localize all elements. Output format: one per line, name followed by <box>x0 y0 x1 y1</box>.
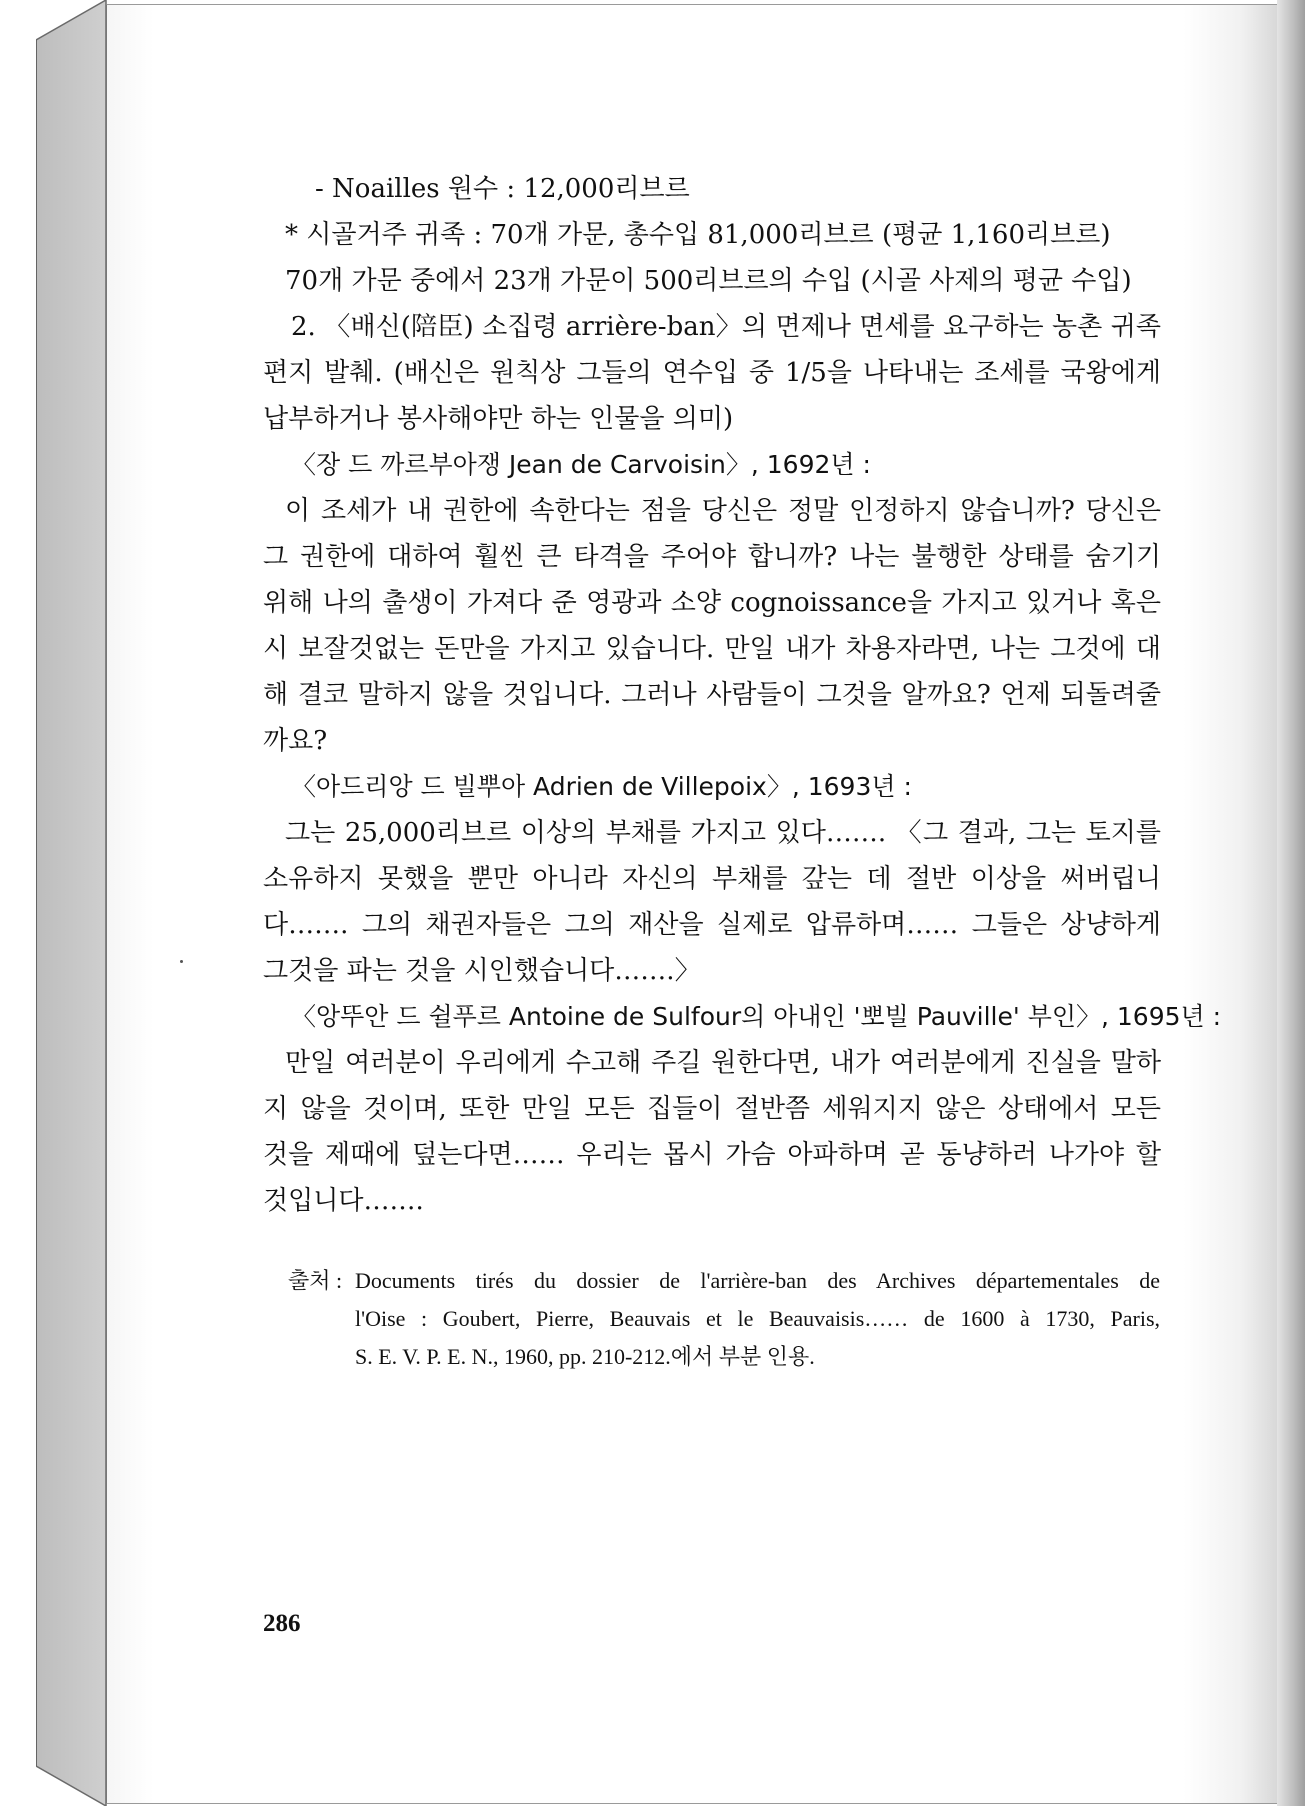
text-line: 까요? <box>263 726 328 756</box>
text-line: 위해 나의 출생이 가져다 준 영광과 소양 cognoissance을 가지고 있거나 혹은 <box>263 588 1161 618</box>
scan-speck <box>180 960 183 963</box>
text-line: 70개 가문 중에서 23개 가문이 500리브르의 수입 (시골 사제의 평균 수입) <box>285 266 1132 296</box>
source-label: 출처 : <box>288 1268 343 1293</box>
text-line: * 시골거주 귀족 : 70개 가문, 총수입 81,000리브르 (평균 1,160리브르) <box>285 220 1111 250</box>
text-line: 것입니다……. <box>263 1186 424 1216</box>
text-line: 만일 여러분이 우리에게 수고해 주길 원한다면, 내가 여러분에게 진실을 말하 <box>285 1048 1161 1078</box>
text-line: 소유하지 못했을 뿐만 아니라 자신의 부채를 갚는 데 절반 이상을 써버립니 <box>263 864 1161 894</box>
source-line: S. E. V. P. E. N., 1960, pp. 210-212.에서 부분 인용. <box>355 1344 815 1369</box>
page-edge <box>1277 0 1305 1806</box>
text-line: 그 권한에 대하여 훨씬 큰 타격을 주어야 합니까? 나는 불행한 상태를 숨기기 <box>263 542 1161 572</box>
letter-heading: 〈앙뚜안 드 쉴푸르 Antoine de Sulfour의 아내인 '뽀빌 Pauville' 부인〉, 1695년 : <box>291 1002 1222 1031</box>
text-line: 것을 제때에 덮는다면…… 우리는 몹시 가슴 아파하며 곧 동냥하러 나가야 할 <box>263 1140 1161 1170</box>
text-line: 납부하거나 봉사해야만 하는 인물을 의미) <box>263 404 734 434</box>
text-line: 편지 발췌. (배신은 원칙상 그들의 연수입 중 1/5을 나타내는 조세를 국왕에게 <box>263 358 1161 388</box>
text-line: 2. 〈배신(陪臣) 소집령 arrière-ban〉의 면제나 면세를 요구하는 농촌 귀족 <box>291 312 1161 342</box>
source-citation <box>288 1262 1160 1376</box>
text-line: 지 않을 것이며, 또한 만일 모든 집들이 절반쯤 세워지지 않은 상태에서 모든 <box>263 1094 1161 1124</box>
text-line: 다……. 그의 채권자들은 그의 재산을 실제로 압류하며…… 그들은 상냥하게 <box>263 910 1161 940</box>
letter-heading: 〈아드리앙 드 빌뿌아 Adrien de Villepoix〉, 1693년 : <box>291 772 912 801</box>
text-line: 해 결코 말하지 않을 것입니다. 그러나 사람들이 그것을 알까요? 언제 되돌려줄 <box>263 680 1161 710</box>
source-line: l'Oise : Goubert, Pierre, Beauvais et le Beauvaisis…… de 1600 à 1730, Paris, <box>355 1306 1160 1331</box>
text-line: 그것을 파는 것을 시인했습니다…….〉 <box>263 956 701 986</box>
text-line: 이 조세가 내 권한에 속한다는 점을 당신은 정말 인정하지 않습니까? 당신은 <box>285 496 1161 526</box>
source-line: Documents tirés du dossier de l'arrière-ban des Archives départementales de <box>355 1268 1160 1293</box>
book-spine <box>36 0 108 1806</box>
letter-heading: 〈장 드 까르부아쟁 Jean de Carvoisin〉, 1692년 : <box>291 450 871 479</box>
text-line: - Noailles 원수 : 12,000리브르 <box>315 174 690 204</box>
text-line: 그는 25,000리브르 이상의 부채를 가지고 있다……. 〈그 결과, 그는 토지를 <box>285 818 1161 848</box>
page-number: 286 <box>263 1610 301 1637</box>
text-line: 시 보잘것없는 돈만을 가지고 있습니다. 만일 내가 차용자라면, 나는 그것에 대 <box>263 634 1161 664</box>
page-body <box>263 166 1222 1224</box>
